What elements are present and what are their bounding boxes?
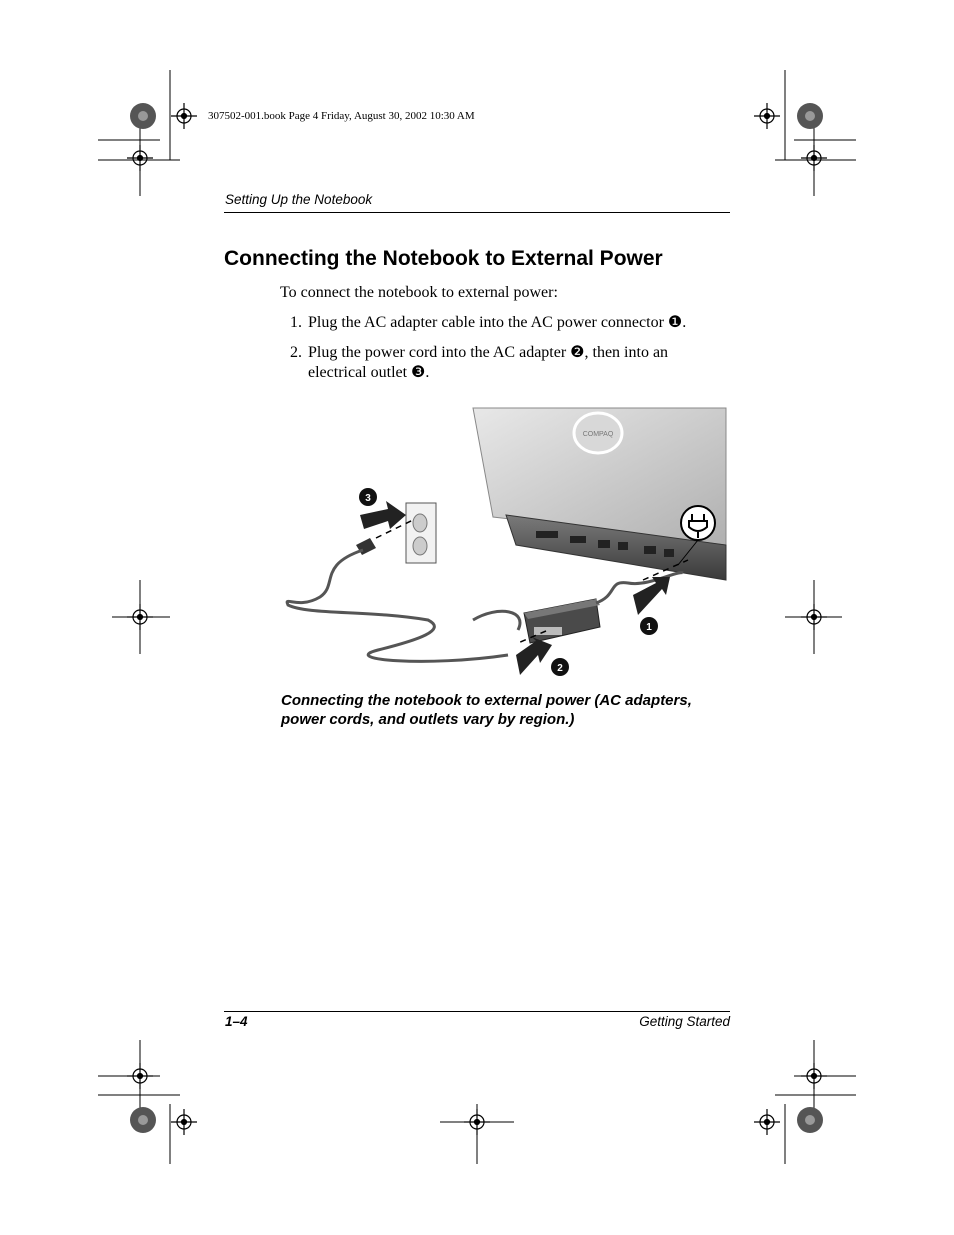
header-rule — [224, 212, 730, 213]
step-number: 2. — [290, 344, 302, 361]
step-1 — [290, 313, 730, 335]
intro-text: To connect the notebook to external power: — [280, 284, 558, 301]
step-text: Plug the AC adapter cable into the AC power connector ❶. — [308, 314, 687, 331]
step-2 — [290, 343, 730, 387]
callout-3-label: 3 — [365, 493, 371, 504]
step-text: Plug the power cord into the AC adapter ❷, then into an electrical outlet ❸. — [308, 344, 669, 381]
callout-1-label: 1 — [646, 622, 652, 633]
wall-outlet — [406, 503, 436, 563]
callout-2-label: 2 — [557, 663, 563, 674]
footer-rule — [224, 1011, 730, 1012]
power-cord — [287, 550, 508, 661]
running-header: Setting Up the Notebook — [225, 192, 373, 207]
book-title: Getting Started — [639, 1014, 730, 1029]
figure-caption: Connecting the notebook to external power (AC adapters, power cords, and outlets vary by region.) — [281, 692, 692, 728]
arrow-2 — [516, 637, 552, 675]
step-number: 1. — [290, 314, 302, 331]
section-title: Connecting the Notebook to External Power — [224, 247, 663, 270]
page-number: 1–4 — [225, 1014, 248, 1029]
logo-text: COMPAQ — [582, 431, 614, 438]
book-info-line: 307502-001.book Page 4 Friday, August 30, 2002 10:30 AM — [208, 110, 475, 122]
power-connection-illustration — [278, 405, 730, 685]
ac-adapter — [524, 599, 600, 643]
